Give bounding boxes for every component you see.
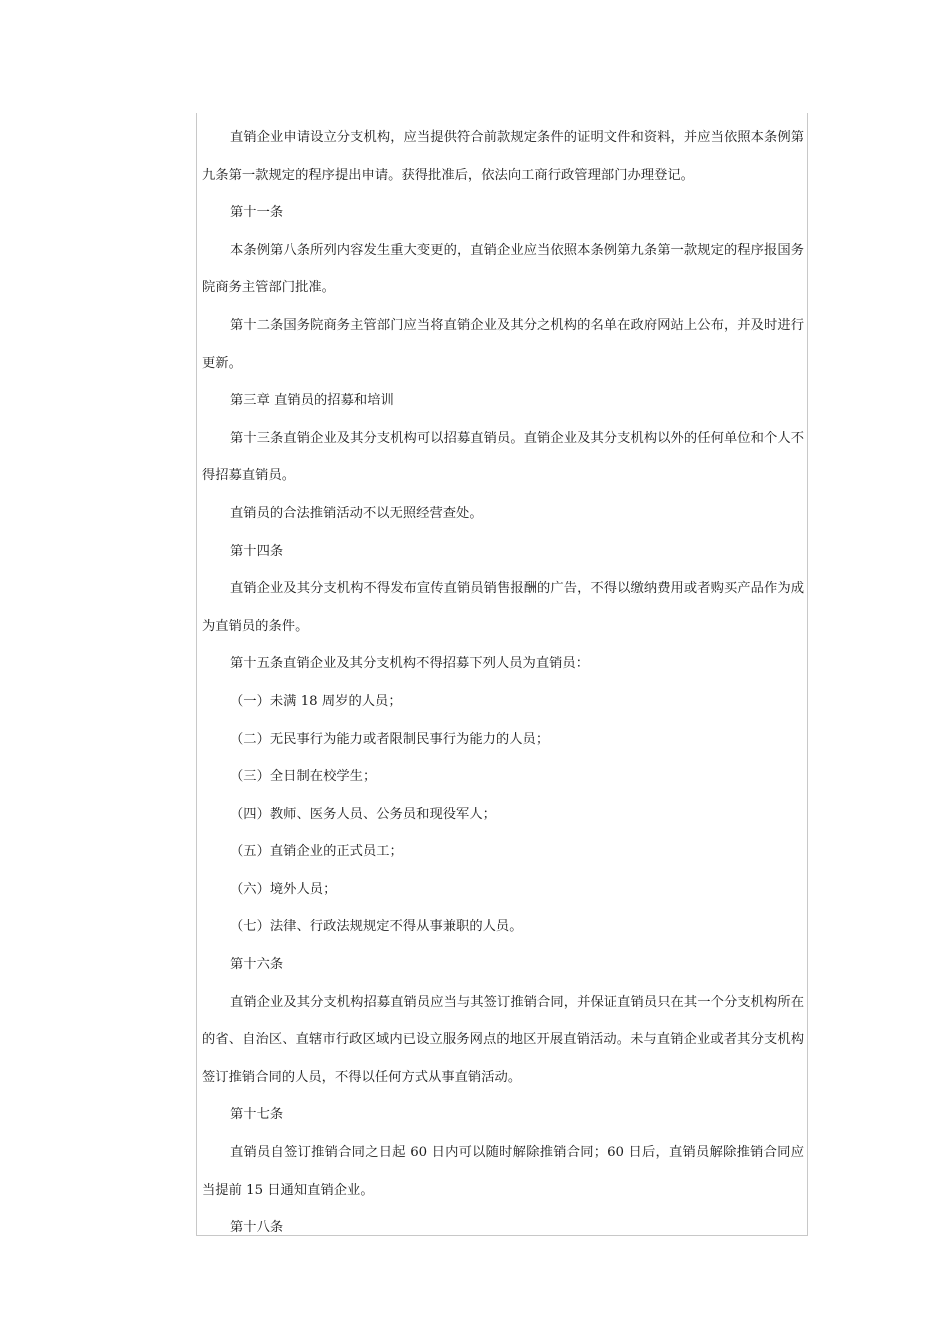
chapter-3-heading: 第三章 直销员的招募和培训: [230, 393, 394, 409]
list-item: （七）法律、行政法规规定不得从事兼职的人员。: [230, 919, 523, 935]
list-item: （五）直销企业的正式员工；: [230, 844, 403, 860]
paragraph-article-12: 第十二条国务院商务主管部门应当将直销企业及其分之机构的名单在政府网站上公布，并及时进行更新。: [202, 317, 804, 371]
list-item: （一）未满 18 周岁的人员；: [230, 693, 402, 709]
paragraph-article-16: 直销企业及其分支机构招募直销员应当与其签订推销合同，并保证直销员只在其一个分支机构所在的省、自治区、直辖市行政区域内已设立服务网点的地区开展直销活动。未与直销企业或者其分支机构签订推销合同的人员，不得以任何方式从事直销活动。: [202, 994, 804, 1085]
paragraph-article-14: 直销企业及其分支机构不得发布宣传直销员销售报酬的广告，不得以缴纳费用或者购买产品作为成为直销员的条件。: [202, 581, 804, 634]
paragraph-article-11: 本条例第八条所列内容发生重大变更的，直销企业应当依照本条例第九条第一款规定的程序报国务院商务主管部门批准。: [202, 242, 804, 296]
paragraph-article-13: 第十三条直销企业及其分支机构可以招募直销员。直销企业及其分支机构以外的任何单位和个人不得招募直销员。: [202, 430, 804, 484]
list-item: （六）境外人员；: [230, 881, 337, 897]
paragraph-legal-activity: 直销员的合法推销活动不以无照经营查处。: [230, 505, 483, 521]
paragraph-article-17: 直销员自签订推销合同之日起 60 日内可以随时解除推销合同；60 日后，直销员解除推销合同应当提前 15 日通知直销企业。: [202, 1145, 804, 1198]
list-item: （四）教师、医务人员、公务员和现役军人；: [230, 806, 496, 822]
article-17-heading: 第十七条: [230, 1107, 284, 1123]
article-16-heading: 第十六条: [230, 957, 284, 973]
list-item: （三）全日制在校学生；: [230, 769, 377, 785]
list-item: （二）无民事行为能力或者限制民事行为能力的人员；: [230, 731, 550, 747]
paragraph-branch-application: 直销企业申请设立分支机构，应当提供符合前款规定条件的证明文件和资料，并应当依照本条例第九条第一款规定的程序提出申请。获得批准后，依法向工商行政管理部门办理登记。: [202, 130, 804, 183]
article-14-heading: 第十四条: [230, 543, 284, 559]
paragraph-article-15: 第十五条直销企业及其分支机构不得招募下列人员为直销员：: [230, 656, 590, 672]
document-body: [202, 119, 804, 1247]
article-11-heading: 第十一条: [230, 205, 284, 221]
article-18-heading: 第十八条: [230, 1220, 284, 1236]
